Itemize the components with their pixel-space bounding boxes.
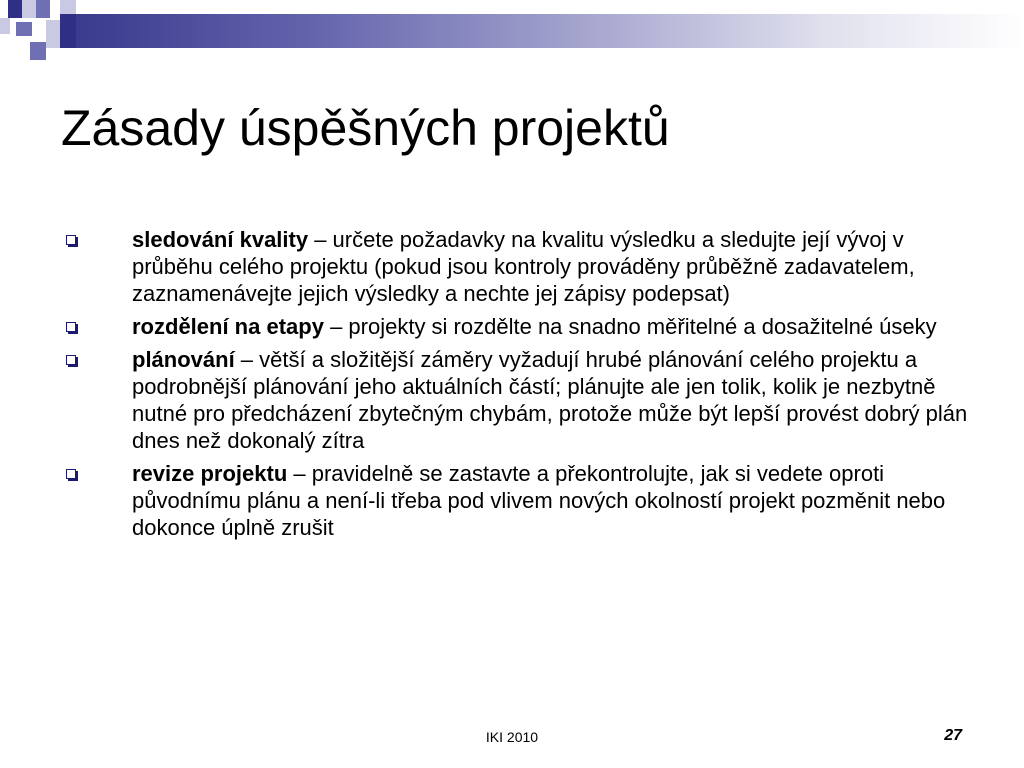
list-item xyxy=(0,346,972,454)
decor-square xyxy=(16,22,32,36)
decor-square xyxy=(46,20,60,38)
bullet-term: rozdělení na etapy xyxy=(132,314,324,339)
list-item xyxy=(0,226,972,307)
bullet-text: – pravidelně se zastavte a překontrolujte, jak si vedete oproti původnímu plánu a není-li třeba pod vlivem nových okolností projekt pozměnit nebo dokonce úplně zrušit xyxy=(132,461,946,540)
decor-square xyxy=(60,14,76,48)
bullet-text: – projekty si rozdělte na snadno měřitelné a dosažitelné úseky xyxy=(323,314,937,339)
bullet-term: sledování kvality xyxy=(132,227,309,252)
square-bullet-icon xyxy=(66,469,76,479)
square-bullet-icon xyxy=(66,235,76,245)
list-item xyxy=(0,460,972,541)
header-decoration xyxy=(0,0,1024,70)
decor-square xyxy=(22,0,36,18)
decor-square xyxy=(8,0,22,18)
decor-square xyxy=(0,18,10,34)
decor-square xyxy=(30,42,46,60)
decor-square xyxy=(46,38,60,48)
page-number: 27 xyxy=(944,727,962,744)
square-bullet-icon xyxy=(66,322,76,332)
bullet-text: – určete požadavky na kvalitu výsledku a sledujte její vývoj v průběhu celého projektu (pokud jsou kontroly prováděny průběžně zadavatelem, zaznamenávejte jejich výsledky a nechte jej zápisy podepsat) xyxy=(132,227,915,306)
slide-title: Zásady úspěšných projektů xyxy=(61,100,670,156)
bullet-text: – větší a složitější záměry vyžadují hrubé plánování celého projektu a podrobnější plánování jeho aktuálních částí; plánujte ale jen tolik, kolik je nezbytně nutné pro předcházení zbytečným chybám, protože může být lepší provést dobrý plán dnes než dokonalý zítra xyxy=(132,347,968,453)
gradient-band xyxy=(76,14,1024,48)
list-item xyxy=(0,313,972,340)
decor-square xyxy=(36,0,50,18)
bullet-term: plánování xyxy=(132,347,235,372)
bullet-list xyxy=(0,226,1024,547)
bullet-term: revize projektu xyxy=(132,461,288,486)
footer-text: IKI 2010 xyxy=(485,729,539,745)
decor-square xyxy=(60,0,76,14)
square-bullet-icon xyxy=(66,355,76,365)
